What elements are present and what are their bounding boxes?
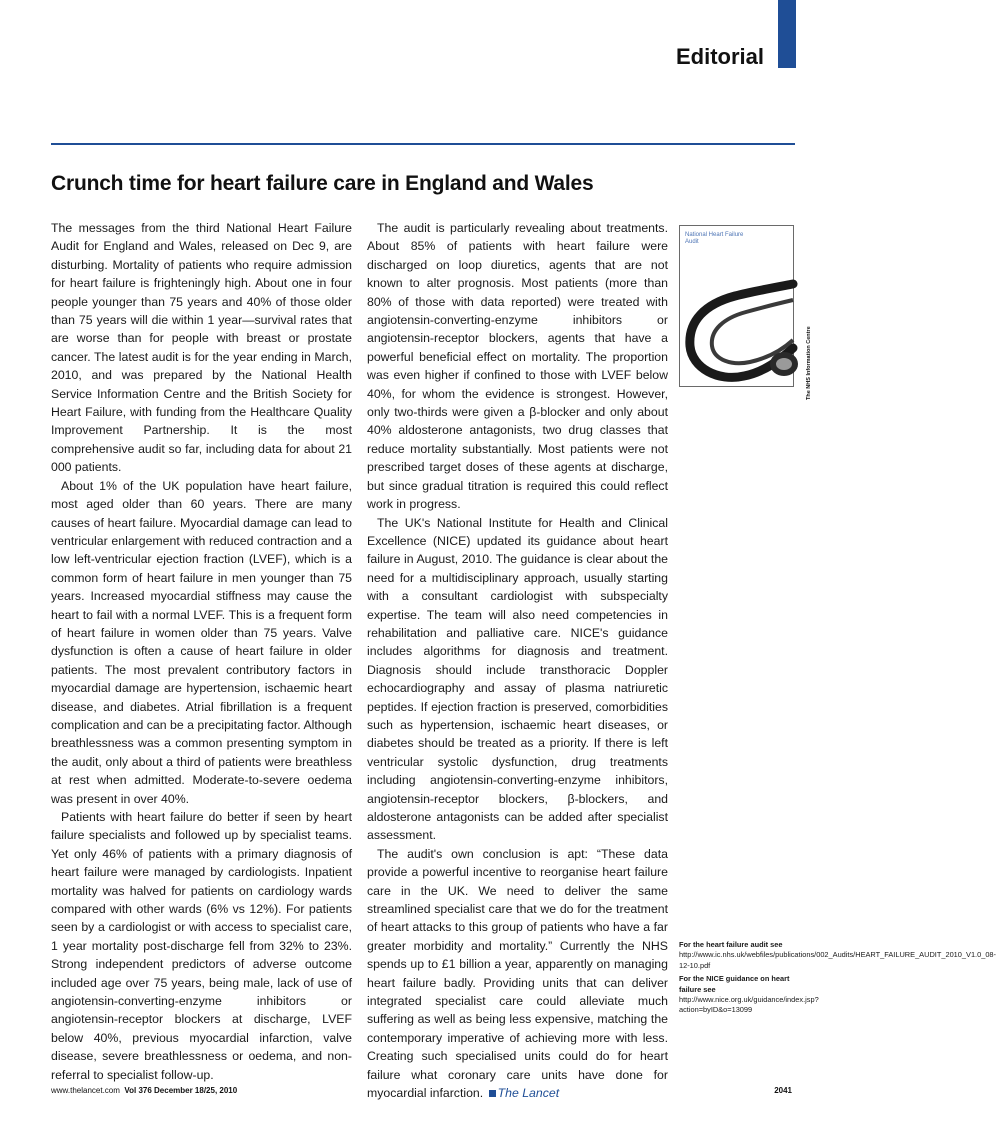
side-note-label: For the NICE guidance on heart failure see bbox=[679, 974, 790, 994]
article-title: Crunch time for heart failure care in England and Wales bbox=[51, 172, 594, 195]
page-number: 2041 bbox=[774, 1086, 792, 1095]
side-note-nice bbox=[679, 974, 819, 1016]
section-accent-bar bbox=[778, 0, 796, 68]
section-label: Editorial bbox=[675, 44, 764, 69]
paragraph: About 1% of the UK population have heart failure, most aged older than 60 years. There are many causes of heart failure. Myocardial damage can lead to ventricular enlargement with reduced contraction and a low left-ventricular ejection fraction (LVEF), which is a common form of heart failure in men younger than 75 years. Increased myocardial stiffness may cause the heart to fail with a normal LVEF. This is a frequent form of heart failure in women older than 75 years. Valve dysfunction is often a cause of heart failure in older patients. The most prevalent contributory factors in myocardial damage are hypertension, ischaemic heart disease, and diabetes. Atrial fibrillation is a frequent complication and can be a precipitating factor. Although breathlessness was a common presenting symptom in the audit, only about a third of patients were breathless at rest when admitted. Moderate-to-severe oedema was present in over 40%. bbox=[51, 478, 352, 806]
stethoscope-icon bbox=[680, 226, 793, 386]
paragraph: The UK's National Institute for Health and Clinical Excellence (NICE) updated its guidance about heart failure in August, 2010. The guidance is clear about the need for a multidisciplinary approach, usually starting with a consultant cardiologist with subspecialty expertise. The team will also need competencies in rehabilitation and palliative care. NICE's guidance includes algorithms for diagnosis and treatment. Diagnosis should include transthoracic Doppler echocardiography and assay of plasma natriuretic peptides. If ejection fraction is preserved, comorbidities such as hypertension, ischaemic heart diseases, or diabetes should be treated as a priority. If there is left ventricular systolic dysfunction, drug treatments including angiotensin-converting-enzyme inhibitors, angiotensin-receptor blockers, β-blockers, and aldosterone antagonists can be added after specialist assessment. bbox=[367, 515, 668, 843]
end-of-article-square-icon bbox=[489, 1090, 496, 1097]
side-note-label: For the heart failure audit see bbox=[679, 940, 783, 949]
photo-credit: The NHS Information Centre bbox=[806, 326, 812, 400]
footer-site-link[interactable]: www.thelancet.com bbox=[51, 1086, 120, 1095]
audit-cover-image bbox=[679, 225, 794, 387]
paragraph: The audit is particularly revealing about treatments. About 85% of patients with heart failure were discharged on loop diuretics, agents that are not known to alter prognosis. Most patients (more than 80% of those with data reported) were treated with angiotensin-converting-enzyme inhibitors or angiotensin-receptor blockers, agents that have a powerful beneficial effect on mortality. The proportion was even higher if confined to those with LVEF below 40%, for whom the evidence is strongest. However, only two-thirds were given a β-blocker and only about 40% aldosterone antagonists, two drug classes that reduce mortality substantially. Most patients were not prescribed target doses of these agents at discharge, but since gradual titration is required this could reflect work in progress. bbox=[367, 221, 668, 512]
article-column-left bbox=[51, 219, 352, 1084]
article-credit: The Lancet bbox=[497, 1086, 560, 1101]
nice-guidance-link[interactable]: http://www.nice.org.uk/guidance/index.jsp?action=byID&o=13099 bbox=[679, 995, 819, 1015]
cover-title: National Heart Failure Audit bbox=[685, 232, 744, 245]
footer-citation bbox=[51, 1086, 237, 1095]
paragraph-final bbox=[367, 845, 668, 1103]
footer-issue: Vol 376 December 18/25, 2010 bbox=[124, 1086, 238, 1095]
audit-report-link[interactable]: http://www.ic.nhs.uk/webfiles/publications/002_Audits/HEART_FAILURE_AUDIT_2010_V1.0_08-12-10.pdf bbox=[679, 950, 996, 970]
paragraph: Patients with heart failure do better if seen by heart failure specialists and followed up by specialist teams. Yet only 46% of patients with a primary diagnosis of heart failure were managed by cardiologists. Inpatient mortality was halved for patients on cardiology wards compared with other wards (6% vs 12%). For patients seen by a cardiologist or with access to specialist care, 1 year mortality post-discharge fell from 32% to 23%. Strong independent predictors of adverse outcome included age over 75 years, being male, lack of use of angiotensin-converting-enzyme inhibitors or angiotensin-receptor blockers at discharge, LVEF below 40%, previous myocardial infarction, valve disease, severe breathlessness or oedema, and non-referral to specialist follow-up. bbox=[51, 810, 352, 1082]
article-column-middle bbox=[367, 219, 668, 1103]
side-note-audit bbox=[679, 940, 996, 971]
side-notes bbox=[679, 940, 996, 1019]
paragraph-text: The audit's own conclusion is apt: “These data provide a powerful incentive to reorganise heart failure care in the UK. We need to deliver the same streamlined specialist care that we do for the treatment of heart attacks to this group of patients who have a far greater morbidity and mortality.” Currently the NHS spends up to £1 billion a year, apparently on managing heart failure badly. Providing units that can deliver integrated specialist care could alleviate much suffering as well as being less expensive, matching the contemporary imperative of achieving more with less. Creating such specialised units could do for heart failure what coronary care units have done for myocardial infarction. bbox=[367, 846, 668, 1101]
header-rule bbox=[51, 143, 795, 145]
paragraph: The messages from the third National Heart Failure Audit for England and Wales, released on Dec 9, are disturbing. Mortality of patients who require admission for heart failure is frighteningly high. About one in four people younger than 75 years and 40% of those older than 75 years will die within 1 year—survival rates that are worse than for people with breast or prostate cancer. The latest audit is for the year ending in March, 2010, and was prepared by the National Health Service Information Centre and the British Society for Heart Failure, with funding from the Healthcare Quality Improvement Partnership. It is the most comprehensive audit so far, including data for about 21 000 patients. bbox=[51, 221, 352, 475]
